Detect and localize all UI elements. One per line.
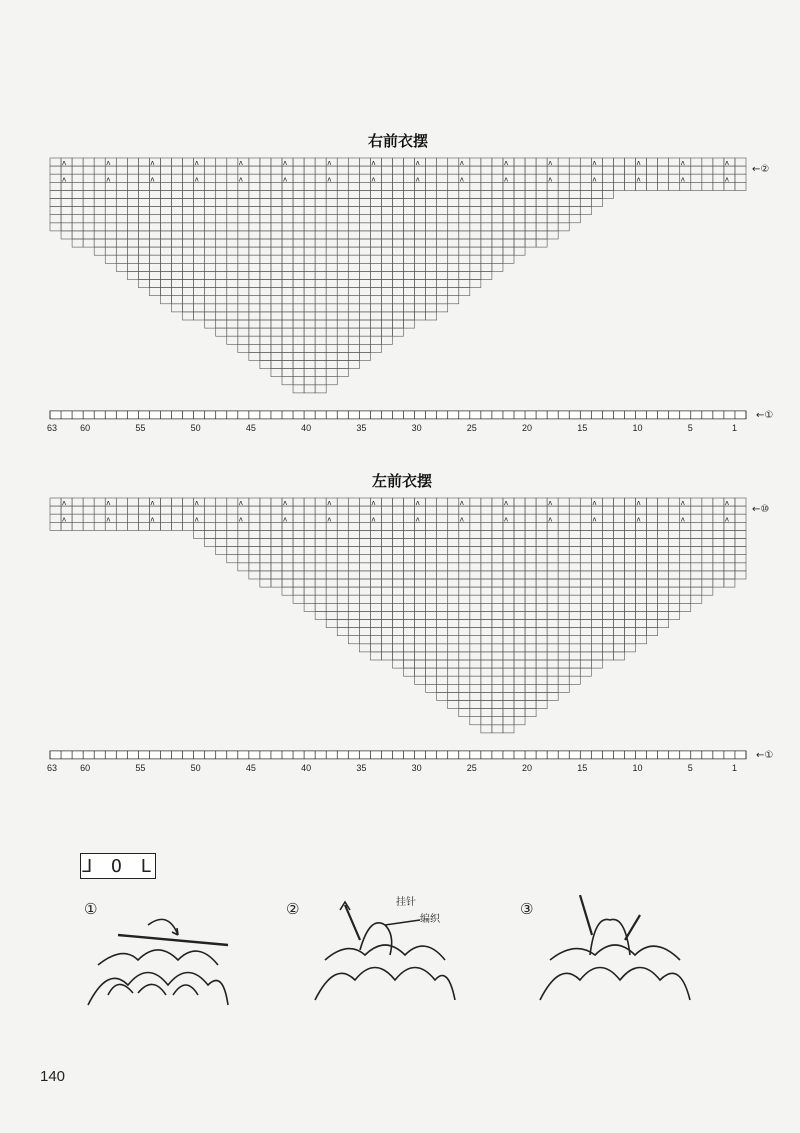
svg-text:ʌ: ʌ — [415, 499, 420, 508]
svg-text:ʌ: ʌ — [283, 499, 288, 508]
svg-text:ʌ: ʌ — [415, 175, 420, 184]
svg-text:ʌ: ʌ — [592, 175, 597, 184]
tick-label: 20 — [522, 762, 533, 773]
svg-text:ʌ: ʌ — [106, 175, 111, 184]
tick-label: 30 — [411, 762, 422, 773]
svg-text:ʌ: ʌ — [724, 515, 730, 524]
stitch-symbols — [62, 499, 729, 523]
svg-text:ʌ: ʌ — [459, 499, 464, 508]
svg-text:ʌ: ʌ — [592, 499, 597, 508]
svg-text:ʌ: ʌ — [150, 159, 155, 168]
stitch-legend — [80, 853, 156, 879]
svg-text:ʌ: ʌ — [636, 159, 641, 168]
tick-label: 63 — [47, 762, 58, 773]
svg-text:ʌ: ʌ — [62, 499, 67, 508]
page-number: 140 — [40, 1068, 66, 1085]
svg-text:ʌ: ʌ — [636, 515, 641, 524]
tick-label: 20 — [522, 422, 533, 433]
tick-label: 5 — [687, 422, 693, 433]
row-marker: ←⑩ — [752, 504, 770, 515]
svg-text:ʌ: ʌ — [62, 175, 67, 184]
tick-label: 50 — [190, 422, 201, 433]
tick-label: 40 — [301, 762, 312, 773]
tick-label: 15 — [577, 762, 588, 773]
tick-label: 55 — [135, 762, 146, 773]
svg-text:ʌ: ʌ — [592, 515, 597, 524]
svg-text:ʌ: ʌ — [371, 515, 376, 524]
svg-text:ʌ: ʌ — [327, 515, 332, 524]
svg-text:ʌ: ʌ — [150, 175, 155, 184]
svg-text:ʌ: ʌ — [548, 159, 553, 168]
row-marker: ←① — [756, 409, 774, 421]
svg-text:ʌ: ʌ — [62, 159, 67, 168]
tick-label: 1 — [731, 762, 737, 773]
svg-text:ʌ: ʌ — [371, 159, 376, 168]
row-marker: ←① — [756, 749, 774, 761]
svg-text:ʌ: ʌ — [680, 515, 685, 524]
svg-text:ʌ: ʌ — [106, 515, 111, 524]
tick-label: 25 — [466, 422, 477, 433]
svg-text:ʌ: ʌ — [503, 175, 509, 184]
svg-text:ʌ: ʌ — [548, 515, 553, 524]
chart-2-title: 左前衣摆 — [372, 472, 433, 490]
tick-label: 5 — [687, 762, 693, 773]
svg-text:ʌ: ʌ — [238, 175, 243, 184]
svg-text:ʌ: ʌ — [194, 499, 199, 508]
svg-text:ʌ: ʌ — [194, 175, 199, 184]
svg-text:ʌ: ʌ — [459, 159, 464, 168]
svg-text:ʌ: ʌ — [503, 159, 509, 168]
svg-text:ʌ: ʌ — [106, 159, 111, 168]
row-markers — [752, 504, 773, 761]
step-1-illustration — [78, 905, 238, 1015]
svg-text:ʌ: ʌ — [680, 159, 685, 168]
stitch-grid — [50, 158, 746, 393]
svg-text:ʌ: ʌ — [327, 175, 332, 184]
svg-text:ʌ: ʌ — [415, 515, 420, 524]
tick-label: 25 — [466, 762, 477, 773]
tick-labels — [47, 763, 737, 773]
svg-text:ʌ: ʌ — [636, 499, 641, 508]
chart-1-grid — [0, 150, 800, 440]
row-marker: ←② — [752, 164, 770, 175]
tick-label: 30 — [411, 422, 422, 433]
step-2-number: ② — [286, 900, 300, 918]
svg-text:ʌ: ʌ — [283, 515, 288, 524]
svg-text:ʌ: ʌ — [238, 515, 243, 524]
tick-label: 40 — [301, 422, 312, 433]
svg-text:ʌ: ʌ — [548, 499, 553, 508]
tick-label: 10 — [632, 422, 643, 433]
stitch-symbol: ᒧ O ᒪ — [81, 855, 155, 877]
svg-text:ʌ: ʌ — [592, 159, 597, 168]
step-3-illustration — [530, 895, 700, 1010]
ribbing-band — [50, 751, 746, 759]
tick-label: 35 — [356, 422, 367, 433]
tick-label: 10 — [632, 762, 643, 773]
step-2-illustration — [300, 895, 460, 1010]
svg-text:ʌ: ʌ — [724, 159, 730, 168]
svg-text:ʌ: ʌ — [194, 515, 199, 524]
tick-label: 35 — [356, 762, 367, 773]
ribbing-band — [50, 411, 746, 419]
svg-text:ʌ: ʌ — [371, 175, 376, 184]
stitch-grid — [50, 498, 746, 733]
svg-text:ʌ: ʌ — [150, 515, 155, 524]
svg-text:ʌ: ʌ — [371, 499, 376, 508]
svg-text:ʌ: ʌ — [327, 499, 332, 508]
svg-text:ʌ: ʌ — [680, 175, 685, 184]
svg-text:ʌ: ʌ — [459, 175, 464, 184]
chart-1-title: 右前衣摆 — [368, 132, 429, 150]
chart-2-grid — [0, 490, 800, 780]
row-markers — [752, 164, 773, 421]
tick-label: 15 — [577, 422, 588, 433]
svg-text:ʌ: ʌ — [459, 515, 464, 524]
svg-text:ʌ: ʌ — [327, 159, 332, 168]
svg-text:ʌ: ʌ — [636, 175, 641, 184]
tick-label: 1 — [731, 422, 737, 433]
svg-text:ʌ: ʌ — [150, 499, 155, 508]
step-2-label-a: 挂针 — [396, 897, 416, 908]
svg-text:ʌ: ʌ — [548, 175, 553, 184]
tick-label: 45 — [245, 422, 256, 433]
svg-text:ʌ: ʌ — [415, 159, 420, 168]
svg-text:ʌ: ʌ — [680, 499, 685, 508]
step-1-number: ① — [84, 900, 98, 918]
step-2-label-b: 编织 — [420, 914, 440, 925]
tick-labels — [47, 423, 737, 433]
svg-text:ʌ: ʌ — [503, 499, 509, 508]
svg-text:ʌ: ʌ — [238, 499, 243, 508]
svg-text:ʌ: ʌ — [194, 159, 199, 168]
svg-text:ʌ: ʌ — [106, 499, 111, 508]
svg-text:ʌ: ʌ — [283, 175, 288, 184]
tick-label: 55 — [135, 422, 146, 433]
svg-text:ʌ: ʌ — [283, 159, 288, 168]
svg-text:ʌ: ʌ — [238, 159, 243, 168]
tick-label: 60 — [80, 422, 91, 433]
svg-text:ʌ: ʌ — [724, 175, 730, 184]
svg-text:ʌ: ʌ — [503, 515, 509, 524]
tick-label: 60 — [80, 762, 91, 773]
tick-label: 50 — [190, 762, 201, 773]
svg-text:ʌ: ʌ — [724, 499, 730, 508]
tick-label: 45 — [245, 762, 256, 773]
tick-label: 63 — [47, 422, 58, 433]
svg-text:ʌ: ʌ — [62, 515, 67, 524]
stitch-symbols — [62, 159, 729, 183]
step-3-number: ③ — [520, 900, 534, 918]
